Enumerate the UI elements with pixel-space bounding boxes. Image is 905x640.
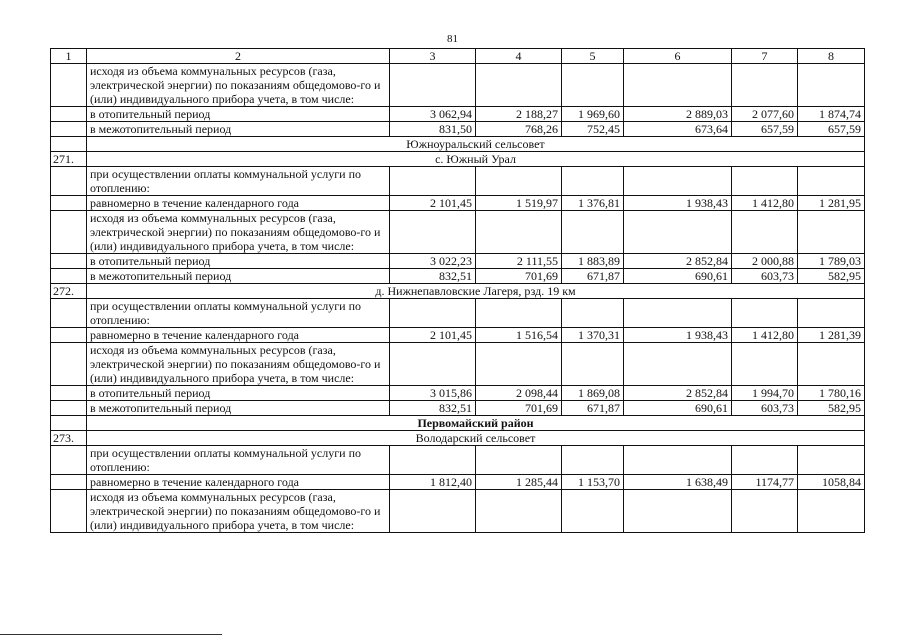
value-cell	[624, 167, 732, 196]
value-cell: 671,87	[562, 269, 624, 284]
value-cell: 603,73	[732, 401, 798, 416]
value-cell: 1 412,80	[732, 328, 798, 343]
row-label: в отопительный период	[87, 107, 390, 122]
value-cell: 768,26	[476, 122, 562, 137]
value-cell: 1 938,43	[624, 196, 732, 211]
value-cell: 1 516,54	[476, 328, 562, 343]
tariff-row	[51, 196, 865, 211]
value-cell	[732, 64, 798, 107]
value-cell	[562, 446, 624, 475]
row-number	[51, 490, 87, 533]
row-label: исходя из объема коммунальных ресурсов (газа, электрической энергии) по показаниям общедомово-го и (или) индивидуального прибора учета, в том числе:	[87, 211, 390, 254]
value-cell	[624, 211, 732, 254]
value-cell: 1 281,95	[798, 196, 865, 211]
value-cell: 673,64	[624, 122, 732, 137]
row-number: 271.	[51, 152, 87, 167]
value-cell	[476, 299, 562, 328]
row-label: в межотопительный период	[87, 401, 390, 416]
tariff-row	[51, 254, 865, 269]
value-cell	[476, 167, 562, 196]
column-header: 7	[732, 49, 798, 64]
row-number	[51, 167, 87, 196]
value-cell: 657,59	[798, 122, 865, 137]
row-number	[51, 64, 87, 107]
value-cell: 582,95	[798, 401, 865, 416]
value-cell	[798, 446, 865, 475]
row-label: при осуществлении оплаты коммунальной услуги по отоплению:	[87, 167, 390, 196]
value-cell	[798, 299, 865, 328]
tariff-row	[51, 328, 865, 343]
page-number: 81	[447, 33, 458, 45]
value-cell: 671,87	[562, 401, 624, 416]
section-row	[51, 152, 865, 167]
row-label: в межотопительный период	[87, 122, 390, 137]
tariff-row	[51, 401, 865, 416]
value-cell: 603,73	[732, 269, 798, 284]
row-label: исходя из объема коммунальных ресурсов (газа, электрической энергии) по показаниям общедомово-го и (или) индивидуального прибора учета, в том числе:	[87, 343, 390, 386]
column-header: 5	[562, 49, 624, 64]
description-row	[51, 490, 865, 533]
value-cell: 2 077,60	[732, 107, 798, 122]
value-cell: 1 789,03	[798, 254, 865, 269]
row-number: 273.	[51, 431, 87, 446]
value-cell	[476, 446, 562, 475]
tariff-row	[51, 269, 865, 284]
row-label: исходя из объема коммунальных ресурсов (газа, электрической энергии) по показаниям общедомово-го и (или) индивидуального прибора учета, в том числе:	[87, 490, 390, 533]
row-label: в отопительный период	[87, 254, 390, 269]
row-number	[51, 446, 87, 475]
value-cell	[390, 446, 476, 475]
row-number	[51, 254, 87, 269]
row-label: равномерно в течение календарного года	[87, 196, 390, 211]
value-cell: 1 376,81	[562, 196, 624, 211]
row-number	[51, 269, 87, 284]
value-cell: 1 874,74	[798, 107, 865, 122]
section-row	[51, 137, 865, 152]
row-number	[51, 416, 87, 431]
value-cell	[476, 211, 562, 254]
value-cell: 1058,84	[798, 475, 865, 490]
description-row	[51, 299, 865, 328]
row-label: в межотопительный период	[87, 269, 390, 284]
value-cell: 1174,77	[732, 475, 798, 490]
value-cell	[390, 167, 476, 196]
value-cell: 1 638,49	[624, 475, 732, 490]
value-cell	[390, 211, 476, 254]
value-cell: 2 101,45	[390, 196, 476, 211]
value-cell	[798, 167, 865, 196]
value-cell	[562, 64, 624, 107]
row-number	[51, 401, 87, 416]
value-cell: 2 111,55	[476, 254, 562, 269]
value-cell: 657,59	[732, 122, 798, 137]
value-cell: 2 101,45	[390, 328, 476, 343]
value-cell	[562, 167, 624, 196]
section-title: Володарский сельсовет	[87, 431, 865, 446]
row-number	[51, 196, 87, 211]
row-number	[51, 343, 87, 386]
column-header: 8	[798, 49, 865, 64]
row-number	[51, 299, 87, 328]
value-cell: 690,61	[624, 401, 732, 416]
value-cell: 701,69	[476, 269, 562, 284]
value-cell	[476, 64, 562, 107]
tariff-row	[51, 107, 865, 122]
footnote-rule	[0, 634, 222, 635]
column-header: 4	[476, 49, 562, 64]
value-cell	[798, 343, 865, 386]
tariff-table	[50, 48, 865, 533]
description-row	[51, 446, 865, 475]
value-cell: 1 780,16	[798, 386, 865, 401]
value-cell	[562, 299, 624, 328]
row-label: при осуществлении оплаты коммунальной услуги по отоплению:	[87, 299, 390, 328]
section-row	[51, 416, 865, 431]
column-header: 1	[51, 49, 87, 64]
value-cell	[798, 64, 865, 107]
value-cell: 1 153,70	[562, 475, 624, 490]
section-row	[51, 431, 865, 446]
value-cell: 701,69	[476, 401, 562, 416]
value-cell: 582,95	[798, 269, 865, 284]
value-cell: 1 938,43	[624, 328, 732, 343]
row-number	[51, 122, 87, 137]
row-label: равномерно в течение календарного года	[87, 328, 390, 343]
section-title: д. Нижнепавловские Лагеря, рзд. 19 км	[87, 284, 865, 299]
column-header: 2	[87, 49, 390, 64]
value-cell	[390, 490, 476, 533]
value-cell: 3 022,23	[390, 254, 476, 269]
value-cell	[390, 299, 476, 328]
value-cell: 832,51	[390, 401, 476, 416]
column-header: 3	[390, 49, 476, 64]
value-cell: 1 519,97	[476, 196, 562, 211]
value-cell: 1 812,40	[390, 475, 476, 490]
row-number	[51, 211, 87, 254]
section-title: Южноуральский сельсовет	[87, 137, 865, 152]
value-cell: 1 994,70	[732, 386, 798, 401]
value-cell: 1 412,80	[732, 196, 798, 211]
value-cell	[798, 490, 865, 533]
value-cell	[624, 64, 732, 107]
value-cell	[798, 211, 865, 254]
value-cell: 3 062,94	[390, 107, 476, 122]
description-row	[51, 343, 865, 386]
value-cell: 2 098,44	[476, 386, 562, 401]
row-number	[51, 475, 87, 490]
row-number: 272.	[51, 284, 87, 299]
description-row	[51, 211, 865, 254]
row-label: в отопительный период	[87, 386, 390, 401]
value-cell: 2 000,88	[732, 254, 798, 269]
value-cell	[562, 343, 624, 386]
row-number	[51, 107, 87, 122]
value-cell	[390, 343, 476, 386]
value-cell: 1 281,39	[798, 328, 865, 343]
tariff-row	[51, 122, 865, 137]
value-cell: 2 852,84	[624, 386, 732, 401]
value-cell: 1 869,08	[562, 386, 624, 401]
row-label: равномерно в течение календарного года	[87, 475, 390, 490]
row-number	[51, 386, 87, 401]
value-cell: 1 969,60	[562, 107, 624, 122]
section-title: Первомайский район	[87, 416, 865, 431]
value-cell	[562, 211, 624, 254]
value-cell: 832,51	[390, 269, 476, 284]
row-number	[51, 328, 87, 343]
column-header: 6	[624, 49, 732, 64]
value-cell: 2 852,84	[624, 254, 732, 269]
row-label: при осуществлении оплаты коммунальной услуги по отоплению:	[87, 446, 390, 475]
value-cell: 2 188,27	[476, 107, 562, 122]
value-cell	[624, 343, 732, 386]
value-cell	[624, 299, 732, 328]
value-cell: 1 285,44	[476, 475, 562, 490]
value-cell	[732, 211, 798, 254]
tariff-row	[51, 386, 865, 401]
value-cell	[562, 490, 624, 533]
description-row	[51, 64, 865, 107]
value-cell	[624, 446, 732, 475]
value-cell	[390, 64, 476, 107]
value-cell	[732, 167, 798, 196]
value-cell	[732, 490, 798, 533]
value-cell: 2 889,03	[624, 107, 732, 122]
value-cell: 1 370,31	[562, 328, 624, 343]
value-cell: 690,61	[624, 269, 732, 284]
section-title: с. Южный Урал	[87, 152, 865, 167]
row-number	[51, 137, 87, 152]
value-cell: 1 883,89	[562, 254, 624, 269]
tariff-row	[51, 475, 865, 490]
value-cell: 831,50	[390, 122, 476, 137]
row-label: исходя из объема коммунальных ресурсов (газа, электрической энергии) по показаниям общедомово-го и (или) индивидуального прибора учета, в том числе:	[87, 64, 390, 107]
value-cell	[476, 343, 562, 386]
value-cell: 3 015,86	[390, 386, 476, 401]
value-cell	[732, 299, 798, 328]
value-cell	[732, 343, 798, 386]
value-cell	[476, 490, 562, 533]
value-cell: 752,45	[562, 122, 624, 137]
description-row	[51, 167, 865, 196]
column-header-row	[51, 49, 865, 64]
section-row	[51, 284, 865, 299]
value-cell	[624, 490, 732, 533]
value-cell	[732, 446, 798, 475]
